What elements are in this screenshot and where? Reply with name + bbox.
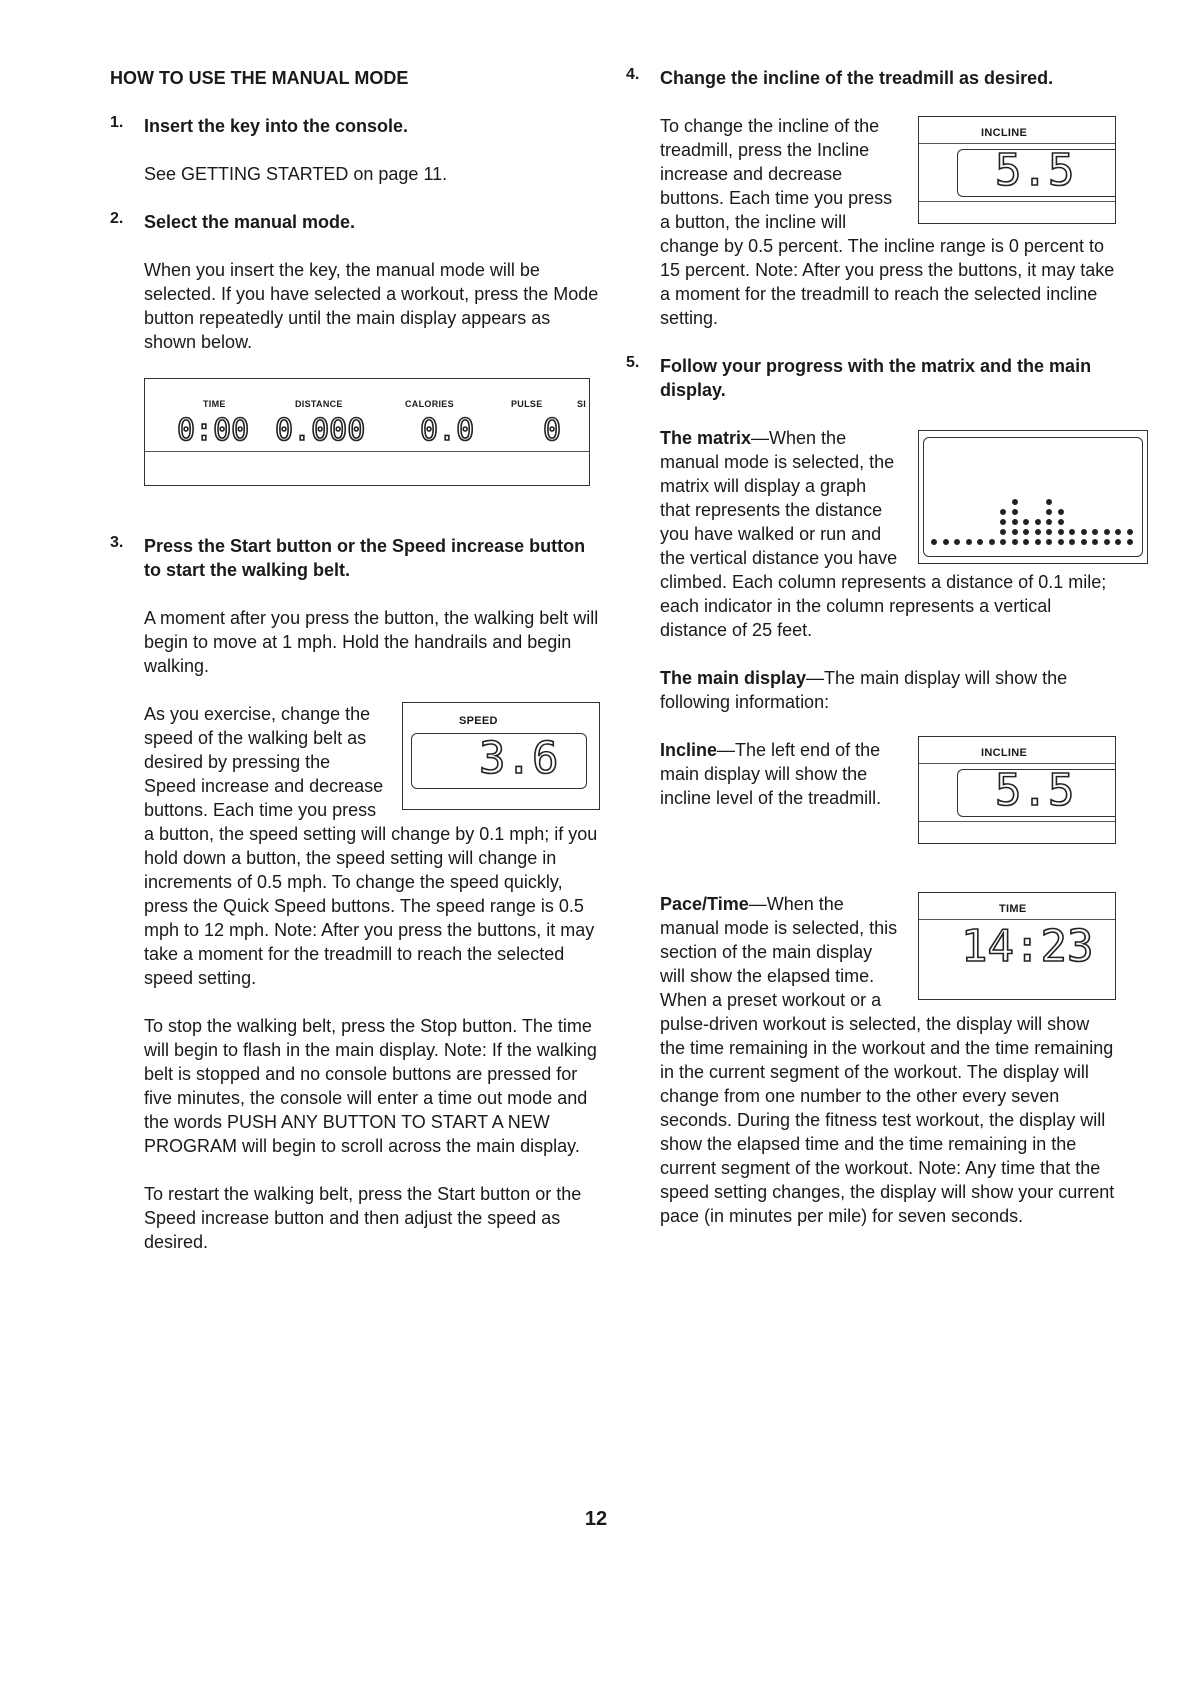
step-number: 3. (110, 534, 124, 551)
time-label: TIME (203, 399, 226, 409)
main-display-figure (144, 378, 590, 486)
matrix-indicator (1000, 539, 1006, 545)
matrix-indicator (1023, 539, 1029, 545)
step-number: 2. (110, 210, 124, 227)
matrix-indicator (1104, 529, 1110, 535)
matrix-indicator (1115, 539, 1121, 545)
step-5 (626, 354, 1116, 402)
pulse-readout: 0 (543, 413, 562, 448)
divider (145, 451, 589, 452)
calories-label: CALORIES (405, 399, 454, 409)
matrix-indicator (1127, 529, 1133, 535)
main-display-text: —The main display will show the following information: (660, 668, 1068, 712)
matrix-text: —When the manual mode is selected, the matrix will display a graph that represents the distance you have walked or run and the vertical distance you have climbed. Each column represents a distance of 0.1 mile; each indicator in the column represents a vertical distance of 25 feet. (660, 428, 1107, 640)
step-4 (626, 66, 1116, 90)
main-display-lead: The main display (660, 668, 807, 688)
left-column (110, 66, 600, 1254)
matrix-indicator (1104, 539, 1110, 545)
step-title: Insert the key into the console. (144, 116, 409, 136)
matrix-indicator (1058, 519, 1064, 525)
step-number: 4. (626, 66, 640, 83)
matrix-indicator (1069, 529, 1075, 535)
matrix-indicator (1023, 519, 1029, 525)
matrix-indicator (1012, 529, 1018, 535)
matrix-indicator (1092, 539, 1098, 545)
time-figure (918, 892, 1116, 1000)
matrix-indicator (1035, 539, 1041, 545)
matrix-indicator (1000, 509, 1006, 515)
matrix-indicator (1012, 539, 1018, 545)
step-1 (110, 114, 600, 138)
pace-lead: Pace/Time (660, 894, 749, 914)
matrix-indicator (943, 539, 949, 545)
step-text: A moment after you press the button, the walking belt will begin to move at 1 mph. Hold the handrails and begin walking. (144, 608, 599, 676)
matrix-indicator (1058, 509, 1064, 515)
divider (919, 821, 1115, 822)
divider (919, 919, 1115, 920)
distance-readout: 0.000 (275, 413, 366, 448)
matrix-indicator (931, 539, 937, 545)
matrix-indicator (1046, 519, 1052, 525)
matrix-indicator (966, 539, 972, 545)
step-2 (110, 210, 600, 234)
divider (919, 763, 1115, 764)
matrix-indicator (1035, 529, 1041, 535)
matrix-grid (931, 431, 1141, 555)
step-text: To restart the walking belt, press the Start button or the Speed increase button and then adjust the speed as desired. (144, 1184, 582, 1252)
matrix-indicator (977, 539, 983, 545)
matrix-indicator (1012, 499, 1018, 505)
pulse-label: PULSE (511, 399, 543, 409)
step-title: Press the Start button or the Speed increase button to start the walking belt. (144, 536, 586, 580)
matrix-indicator (1046, 539, 1052, 545)
step-number: 1. (110, 114, 124, 131)
incline-readout: 5.5 (995, 765, 1075, 816)
divider (919, 143, 1115, 144)
matrix-figure (918, 430, 1148, 564)
matrix-indicator (1046, 499, 1052, 505)
main-display-paragraph (660, 666, 1116, 714)
section-title: HOW TO USE THE MANUAL MODE (110, 68, 409, 88)
page-number: 12 (584, 1508, 608, 1530)
speed-label: SPEED (459, 715, 498, 727)
step-text: As you exercise, change the speed of the walking belt as desired by pressing the Speed increase and decrease buttons. Each time you press a button, the speed setting will change by 0.1 mph; if you hold down a button, the speed setting will change in increments of 0.5 mph. To change the speed quickly, press the Quick Speed buttons. The speed range is 0.5 mph to 12 mph. Note: After you press the buttons, it may take a moment for the treadmill to reach the selected speed setting. (144, 704, 598, 988)
matrix-indicator (1012, 519, 1018, 525)
step-3 (110, 534, 600, 582)
right-column (626, 66, 1116, 1228)
time-readout: 14:23 (961, 921, 1094, 972)
incline-label: INCLINE (981, 127, 1028, 139)
step-number: 5. (626, 354, 640, 371)
speed-figure (402, 702, 600, 810)
matrix-indicator (1000, 519, 1006, 525)
matrix-indicator (1000, 529, 1006, 535)
matrix-indicator (1058, 539, 1064, 545)
step-title: Change the incline of the treadmill as desired. (660, 68, 1054, 88)
matrix-indicator (1012, 509, 1018, 515)
distance-label: DISTANCE (295, 399, 343, 409)
time-label: TIME (999, 903, 1027, 915)
time-readout: 0:00 (177, 413, 250, 448)
matrix-indicator (1069, 539, 1075, 545)
matrix-indicator (1046, 529, 1052, 535)
matrix-indicator (1115, 529, 1121, 535)
divider (919, 201, 1115, 202)
step-text: To change the incline of the treadmill, press the Incline increase and decrease buttons. Each time you press a button, the incline will change by 0.5 percent. The incline range is 0 percent to 15 percent. Note: After you press the buttons, it may take a moment for the treadmill to reach the selected incline setting. (660, 116, 1115, 328)
step-text: To stop the walking belt, press the Stop button. The time will begin to flash in the main display. Note: If the walking belt is stopped and no console buttons are pressed for five minutes, the console will enter a time out mode and the words PUSH ANY BUTTON TO START A NEW PROGRAM will begin to scroll across the main display. (144, 1016, 597, 1156)
calories-readout: 0.0 (420, 413, 475, 448)
matrix-indicator (1081, 539, 1087, 545)
matrix-indicator (1035, 519, 1041, 525)
matrix-indicator (989, 539, 995, 545)
step-text: See GETTING STARTED on page 11. (144, 164, 448, 184)
step-text: When you insert the key, the manual mode will be selected. If you have selected a workout, press the Mode button repeatedly until the main display appears as shown below. (144, 260, 599, 352)
matrix-indicator (1092, 529, 1098, 535)
matrix-indicator (1023, 529, 1029, 535)
speed-readout: 3.6 (479, 733, 559, 784)
incline-readout: 5.5 (995, 145, 1075, 196)
incline-lead: Incline (660, 740, 718, 760)
matrix-indicator (1127, 539, 1133, 545)
pace-text: —When the manual mode is selected, this section of the main display will show the elapsed time. When a preset workout or a pulse-driven workout is selected, the display will show the time remaining in the workout and the time remaining in the current segment of the workout. The display will change from one number to the other every seven seconds. During the fitness test workout, the display will show the elapsed time and the time remaining in the current segment of the workout. Note: Any time that the speed setting changes, the display will show your current pace (in minutes per mile) for seven seconds. (660, 894, 1115, 1226)
matrix-indicator (1081, 529, 1087, 535)
incline-figure-2 (918, 736, 1116, 844)
incline-label: INCLINE (981, 747, 1028, 759)
speed-label-cut: SI (577, 399, 587, 409)
incline-text: —The left end of the main display will show the incline level of the treadmill. (660, 740, 882, 808)
matrix-indicator (1046, 509, 1052, 515)
matrix-lead: The matrix (660, 428, 752, 448)
step-title: Follow your progress with the matrix and the main display. (660, 356, 1092, 400)
step-title: Select the manual mode. (144, 212, 356, 232)
matrix-indicator (954, 539, 960, 545)
matrix-indicator (1058, 529, 1064, 535)
incline-figure (918, 116, 1116, 224)
